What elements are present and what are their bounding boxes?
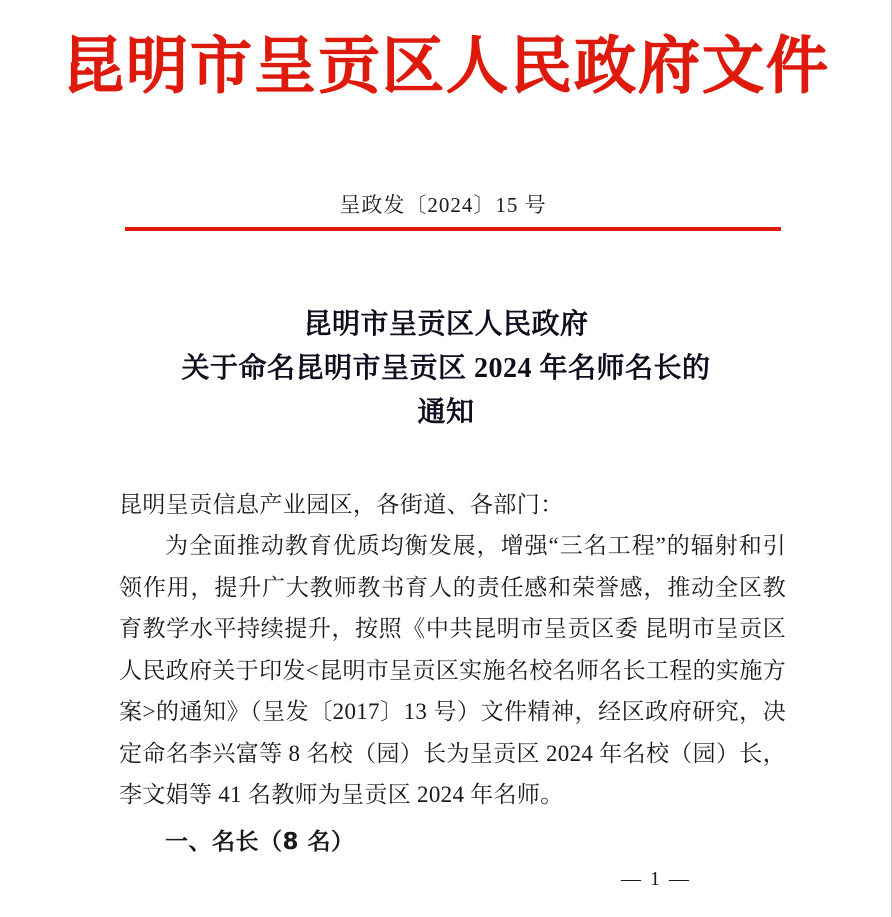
document-number [0,189,892,219]
document-title-line-3: 通知 [417,397,475,428]
document-body [119,484,786,863]
document-number-text: 呈政发〔2024〕15 号 [339,193,547,217]
salutation: 昆明呈贡信息产业园区，各街道、各部门： [119,492,564,517]
document-title-line-1: 昆明市呈贡区人民政府 [303,309,589,340]
document-title [96,303,796,435]
document-title-line-2: 关于命名昆明市呈贡区 2024 年名师名长的 [181,353,711,384]
masthead [0,33,892,101]
page-number: — 1 — [621,868,691,890]
body-paragraph: 为全面推动教育优质均衡发展，增强“三名工程”的辐射和引领作用，提升广大教师教书育人的责任感和荣誉感，推动全区教育教学水平持续提升，按照《中共昆明市呈贡区委 昆明市呈贡区人民政府关于印发<昆明市呈贡区实施名校名师名长工程的实施方案>的通知》（呈发〔2017〕13 号）文件精神，经区政府研究，决定命名李兴富等 8 名校（园）长为呈贡区 2024 年名校（园）长，李文娟等 41 名教师为呈贡区 2024 年名师。 [119,533,786,807]
red-separator-rule [125,227,781,231]
page-footer [0,868,892,891]
masthead-title: 昆明市呈贡区人民政府文件 [61,33,830,101]
section-heading: 一、名长（8 名） [165,828,355,855]
